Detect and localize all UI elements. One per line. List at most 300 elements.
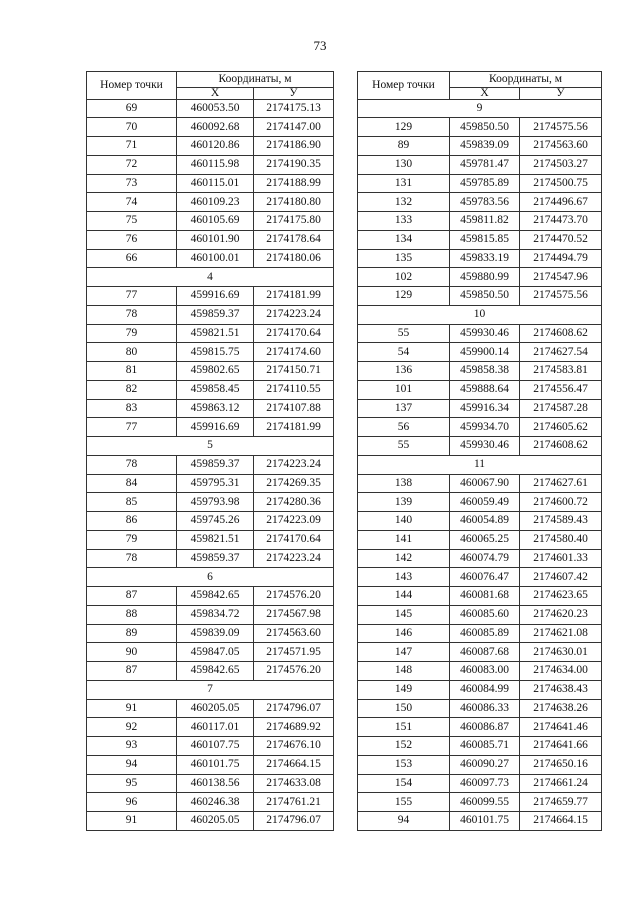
table-row [358,362,602,381]
x-coordinate-cell: 460081.68 [450,587,520,606]
x-coordinate-cell: 460084.99 [450,680,520,699]
table-row [358,737,602,756]
table-row [87,399,334,418]
header-coordinates: Координаты, м [177,72,334,88]
y-coordinate-cell: 2174556.47 [520,380,602,399]
y-coordinate-cell: 2174223.24 [254,549,334,568]
point-number-cell: 55 [358,324,450,343]
y-coordinate-cell: 2174589.43 [520,512,602,531]
x-coordinate-cell: 460205.05 [177,699,254,718]
x-coordinate-cell: 459930.46 [450,324,520,343]
y-coordinate-cell: 2174110.55 [254,380,334,399]
y-coordinate-cell: 2174620.23 [520,605,602,624]
y-coordinate-cell: 2174607.42 [520,568,602,587]
table-row [358,512,602,531]
y-coordinate-cell: 2174571.95 [254,643,334,662]
x-coordinate-cell: 459839.09 [177,624,254,643]
header-x: X [177,87,254,99]
point-number-cell: 139 [358,493,450,512]
table-row [358,605,602,624]
x-coordinate-cell: 460087.68 [450,643,520,662]
x-coordinate-cell: 460101.75 [177,755,254,774]
table-row [87,343,334,362]
table-row [358,624,602,643]
point-number-cell: 140 [358,512,450,531]
x-coordinate-cell: 459888.64 [450,380,520,399]
section-label: 4 [87,268,334,287]
point-number-cell: 89 [358,137,450,156]
point-number-cell: 88 [87,605,177,624]
x-coordinate-cell: 460099.55 [450,793,520,812]
y-coordinate-cell: 2174608.62 [520,437,602,456]
point-number-cell: 56 [358,418,450,437]
point-number-cell: 93 [87,737,177,756]
y-coordinate-cell: 2174641.46 [520,718,602,737]
y-coordinate-cell: 2174621.08 [520,624,602,643]
table-row [358,137,602,156]
point-number-cell: 143 [358,568,450,587]
y-coordinate-cell: 2174107.88 [254,399,334,418]
y-coordinate-cell: 2174563.60 [520,137,602,156]
table-row [358,437,602,456]
point-number-cell: 150 [358,699,450,718]
x-coordinate-cell: 460092.68 [177,118,254,137]
point-number-cell: 79 [87,324,177,343]
x-coordinate-cell: 459916.69 [177,287,254,306]
y-coordinate-cell: 2174608.62 [520,324,602,343]
coordinates-table-left [86,71,334,831]
x-coordinate-cell: 459839.09 [450,137,520,156]
table-row [358,699,602,718]
point-number-cell: 138 [358,474,450,493]
table-row [87,362,334,381]
table-row [358,155,602,174]
table-body-right [358,99,602,830]
table-row [87,249,334,268]
table-row [87,587,334,606]
y-coordinate-cell: 2174178.64 [254,230,334,249]
section-row [358,455,602,474]
point-number-cell: 130 [358,155,450,174]
point-number-cell: 94 [87,755,177,774]
point-number-cell: 133 [358,212,450,231]
table-row [358,587,602,606]
x-coordinate-cell: 459842.65 [177,662,254,681]
point-number-cell: 154 [358,774,450,793]
section-row [87,568,334,587]
point-number-cell: 82 [87,380,177,399]
y-coordinate-cell: 2174170.64 [254,530,334,549]
section-row [358,99,602,118]
x-coordinate-cell: 459795.31 [177,474,254,493]
table-row [358,343,602,362]
x-coordinate-cell: 459783.56 [450,193,520,212]
point-number-cell: 78 [87,455,177,474]
point-number-cell: 76 [87,230,177,249]
y-coordinate-cell: 2174188.99 [254,174,334,193]
x-coordinate-cell: 459850.50 [450,287,520,306]
table-row [87,174,334,193]
y-coordinate-cell: 2174547.96 [520,268,602,287]
y-coordinate-cell: 2174664.15 [254,755,334,774]
x-coordinate-cell: 459793.98 [177,493,254,512]
table-row [87,699,334,718]
x-coordinate-cell: 459821.51 [177,324,254,343]
x-coordinate-cell: 459850.50 [450,118,520,137]
table-row [358,230,602,249]
x-coordinate-cell: 460109.23 [177,193,254,212]
y-coordinate-cell: 2174494.79 [520,249,602,268]
y-coordinate-cell: 2174676.10 [254,737,334,756]
x-coordinate-cell: 459880.99 [450,268,520,287]
x-coordinate-cell: 460065.25 [450,530,520,549]
point-number-cell: 54 [358,343,450,362]
point-number-cell: 91 [87,812,177,831]
table-row [87,755,334,774]
x-coordinate-cell: 460085.89 [450,624,520,643]
point-number-cell: 74 [87,193,177,212]
point-number-cell: 147 [358,643,450,662]
table-row [87,549,334,568]
point-number-cell: 55 [358,437,450,456]
table-row [87,662,334,681]
point-number-cell: 136 [358,362,450,381]
y-coordinate-cell: 2174175.13 [254,99,334,118]
x-coordinate-cell: 460115.98 [177,155,254,174]
table-row [358,418,602,437]
point-number-cell: 81 [87,362,177,381]
point-number-cell: 95 [87,774,177,793]
table-row [87,380,334,399]
table-row [87,737,334,756]
y-coordinate-cell: 2174563.60 [254,624,334,643]
x-coordinate-cell: 460086.87 [450,718,520,737]
y-coordinate-cell: 2174175.80 [254,212,334,231]
section-label: 10 [358,305,602,324]
table-row [358,793,602,812]
table-row [358,268,602,287]
point-number-cell: 89 [87,624,177,643]
header-x: X [450,87,520,99]
x-coordinate-cell: 460115.01 [177,174,254,193]
table-row [358,774,602,793]
x-coordinate-cell: 459785.89 [450,174,520,193]
point-number-cell: 137 [358,399,450,418]
x-coordinate-cell: 459842.65 [177,587,254,606]
y-coordinate-cell: 2174186.90 [254,137,334,156]
table-row [87,418,334,437]
table-row [87,512,334,531]
x-coordinate-cell: 460085.71 [450,737,520,756]
x-coordinate-cell: 459859.37 [177,455,254,474]
x-coordinate-cell: 459863.12 [177,399,254,418]
header-point-number: Номер точки [358,72,450,100]
point-number-cell: 80 [87,343,177,362]
section-label: 7 [87,680,334,699]
table-row [87,605,334,624]
point-number-cell: 135 [358,249,450,268]
table-row [87,530,334,549]
point-number-cell: 96 [87,793,177,812]
section-row [87,437,334,456]
point-number-cell: 78 [87,549,177,568]
x-coordinate-cell: 459858.38 [450,362,520,381]
x-coordinate-cell: 459815.75 [177,343,254,362]
y-coordinate-cell: 2174190.35 [254,155,334,174]
y-coordinate-cell: 2174650.16 [520,755,602,774]
x-coordinate-cell: 460101.75 [450,812,520,831]
point-number-cell: 144 [358,587,450,606]
section-row [87,680,334,699]
y-coordinate-cell: 2174174.60 [254,343,334,362]
point-number-cell: 75 [87,212,177,231]
table-row [358,755,602,774]
section-label: 9 [358,99,602,118]
table-row [358,680,602,699]
x-coordinate-cell: 459916.69 [177,418,254,437]
point-number-cell: 77 [87,287,177,306]
section-label: 6 [87,568,334,587]
x-coordinate-cell: 459900.14 [450,343,520,362]
point-number-cell: 77 [87,418,177,437]
header-y: У [520,87,602,99]
y-coordinate-cell: 2174627.54 [520,343,602,362]
point-number-cell: 90 [87,643,177,662]
point-number-cell: 129 [358,287,450,306]
x-coordinate-cell: 460105.69 [177,212,254,231]
header-point-number: Номер точки [87,72,177,100]
point-number-cell: 84 [87,474,177,493]
section-label: 5 [87,437,334,456]
x-coordinate-cell: 459847.05 [177,643,254,662]
y-coordinate-cell: 2174576.20 [254,662,334,681]
x-coordinate-cell: 459815.85 [450,230,520,249]
table-row [358,474,602,493]
point-number-cell: 131 [358,174,450,193]
y-coordinate-cell: 2174180.06 [254,249,334,268]
y-coordinate-cell: 2174580.40 [520,530,602,549]
y-coordinate-cell: 2174223.24 [254,455,334,474]
point-number-cell: 153 [358,755,450,774]
x-coordinate-cell: 460100.01 [177,249,254,268]
y-coordinate-cell: 2174269.35 [254,474,334,493]
x-coordinate-cell: 460086.33 [450,699,520,718]
table-row [87,118,334,137]
x-coordinate-cell: 459858.45 [177,380,254,399]
y-coordinate-cell: 2174500.75 [520,174,602,193]
table-row [87,305,334,324]
y-coordinate-cell: 2174583.81 [520,362,602,381]
point-number-cell: 86 [87,512,177,531]
point-number-cell: 148 [358,662,450,681]
x-coordinate-cell: 459802.65 [177,362,254,381]
table-row [358,212,602,231]
y-coordinate-cell: 2174280.36 [254,493,334,512]
x-coordinate-cell: 459745.26 [177,512,254,531]
point-number-cell: 72 [87,155,177,174]
y-coordinate-cell: 2174641.66 [520,737,602,756]
y-coordinate-cell: 2174689.92 [254,718,334,737]
y-coordinate-cell: 2174796.07 [254,812,334,831]
x-coordinate-cell: 460090.27 [450,755,520,774]
x-coordinate-cell: 460085.60 [450,605,520,624]
section-row [87,268,334,287]
point-number-cell: 101 [358,380,450,399]
y-coordinate-cell: 2174223.09 [254,512,334,531]
x-coordinate-cell: 460059.49 [450,493,520,512]
table-row [87,643,334,662]
table-row [358,530,602,549]
y-coordinate-cell: 2174761.21 [254,793,334,812]
point-number-cell: 92 [87,718,177,737]
x-coordinate-cell: 460101.90 [177,230,254,249]
x-coordinate-cell: 459859.37 [177,549,254,568]
table-row [358,662,602,681]
y-coordinate-cell: 2174634.00 [520,662,602,681]
x-coordinate-cell: 460067.90 [450,474,520,493]
header-y: У [254,87,334,99]
table-row [358,118,602,137]
x-coordinate-cell: 460117.01 [177,718,254,737]
table-row [358,174,602,193]
point-number-cell: 134 [358,230,450,249]
x-coordinate-cell: 460054.89 [450,512,520,531]
point-number-cell: 142 [358,549,450,568]
x-coordinate-cell: 460076.47 [450,568,520,587]
point-number-cell: 102 [358,268,450,287]
point-number-cell: 79 [87,530,177,549]
y-coordinate-cell: 2174223.24 [254,305,334,324]
y-coordinate-cell: 2174796.07 [254,699,334,718]
table-row [87,230,334,249]
point-number-cell: 141 [358,530,450,549]
header-coordinates: Координаты, м [450,72,602,88]
x-coordinate-cell: 460107.75 [177,737,254,756]
point-number-cell: 85 [87,493,177,512]
point-number-cell: 66 [87,249,177,268]
point-number-cell: 87 [87,662,177,681]
table-body-left [87,99,334,830]
point-number-cell: 155 [358,793,450,812]
y-coordinate-cell: 2174503.27 [520,155,602,174]
table-row [358,643,602,662]
x-coordinate-cell: 459930.46 [450,437,520,456]
x-coordinate-cell: 459834.72 [177,605,254,624]
table-row [358,380,602,399]
section-label: 11 [358,455,602,474]
y-coordinate-cell: 2174601.33 [520,549,602,568]
x-coordinate-cell: 460053.50 [177,99,254,118]
y-coordinate-cell: 2174627.61 [520,474,602,493]
y-coordinate-cell: 2174181.99 [254,287,334,306]
table-row [87,99,334,118]
y-coordinate-cell: 2174147.00 [254,118,334,137]
table-row [87,212,334,231]
y-coordinate-cell: 2174470.52 [520,230,602,249]
x-coordinate-cell: 459934.70 [450,418,520,437]
y-coordinate-cell: 2174576.20 [254,587,334,606]
x-coordinate-cell: 459781.47 [450,155,520,174]
y-coordinate-cell: 2174170.64 [254,324,334,343]
table-row [87,493,334,512]
y-coordinate-cell: 2174605.62 [520,418,602,437]
point-number-cell: 70 [87,118,177,137]
table-row [358,287,602,306]
y-coordinate-cell: 2174180.80 [254,193,334,212]
x-coordinate-cell: 460120.86 [177,137,254,156]
table-row [358,193,602,212]
table-row [358,493,602,512]
x-coordinate-cell: 459811.82 [450,212,520,231]
y-coordinate-cell: 2174150.71 [254,362,334,381]
x-coordinate-cell: 459859.37 [177,305,254,324]
table-row [358,549,602,568]
table-row [87,774,334,793]
y-coordinate-cell: 2174659.77 [520,793,602,812]
table-row [358,718,602,737]
point-number-cell: 83 [87,399,177,418]
x-coordinate-cell: 460205.05 [177,812,254,831]
table-row [358,812,602,831]
table-row [87,287,334,306]
coordinates-table-right [357,71,602,831]
table-row [87,718,334,737]
x-coordinate-cell: 459833.19 [450,249,520,268]
table-row [87,155,334,174]
y-coordinate-cell: 2174661.24 [520,774,602,793]
table-row [87,193,334,212]
point-number-cell: 149 [358,680,450,699]
y-coordinate-cell: 2174638.43 [520,680,602,699]
table-row [87,137,334,156]
point-number-cell: 94 [358,812,450,831]
point-number-cell: 69 [87,99,177,118]
table-row [87,624,334,643]
y-coordinate-cell: 2174575.56 [520,118,602,137]
y-coordinate-cell: 2174181.99 [254,418,334,437]
x-coordinate-cell: 460074.79 [450,549,520,568]
y-coordinate-cell: 2174664.15 [520,812,602,831]
page-number: 73 [313,38,327,53]
table-row [87,812,334,831]
table-row [358,399,602,418]
point-number-cell: 132 [358,193,450,212]
section-row [358,305,602,324]
y-coordinate-cell: 2174567.98 [254,605,334,624]
point-number-cell: 129 [358,118,450,137]
point-number-cell: 73 [87,174,177,193]
point-number-cell: 146 [358,624,450,643]
x-coordinate-cell: 460097.73 [450,774,520,793]
y-coordinate-cell: 2174587.28 [520,399,602,418]
point-number-cell: 91 [87,699,177,718]
point-number-cell: 78 [87,305,177,324]
y-coordinate-cell: 2174638.26 [520,699,602,718]
x-coordinate-cell: 459821.51 [177,530,254,549]
table-row [358,568,602,587]
x-coordinate-cell: 459916.34 [450,399,520,418]
x-coordinate-cell: 460138.56 [177,774,254,793]
table-row [358,324,602,343]
y-coordinate-cell: 2174496.67 [520,193,602,212]
y-coordinate-cell: 2174600.72 [520,493,602,512]
y-coordinate-cell: 2174473.70 [520,212,602,231]
point-number-cell: 87 [87,587,177,606]
point-number-cell: 145 [358,605,450,624]
table-row [87,474,334,493]
point-number-cell: 71 [87,137,177,156]
y-coordinate-cell: 2174633.08 [254,774,334,793]
